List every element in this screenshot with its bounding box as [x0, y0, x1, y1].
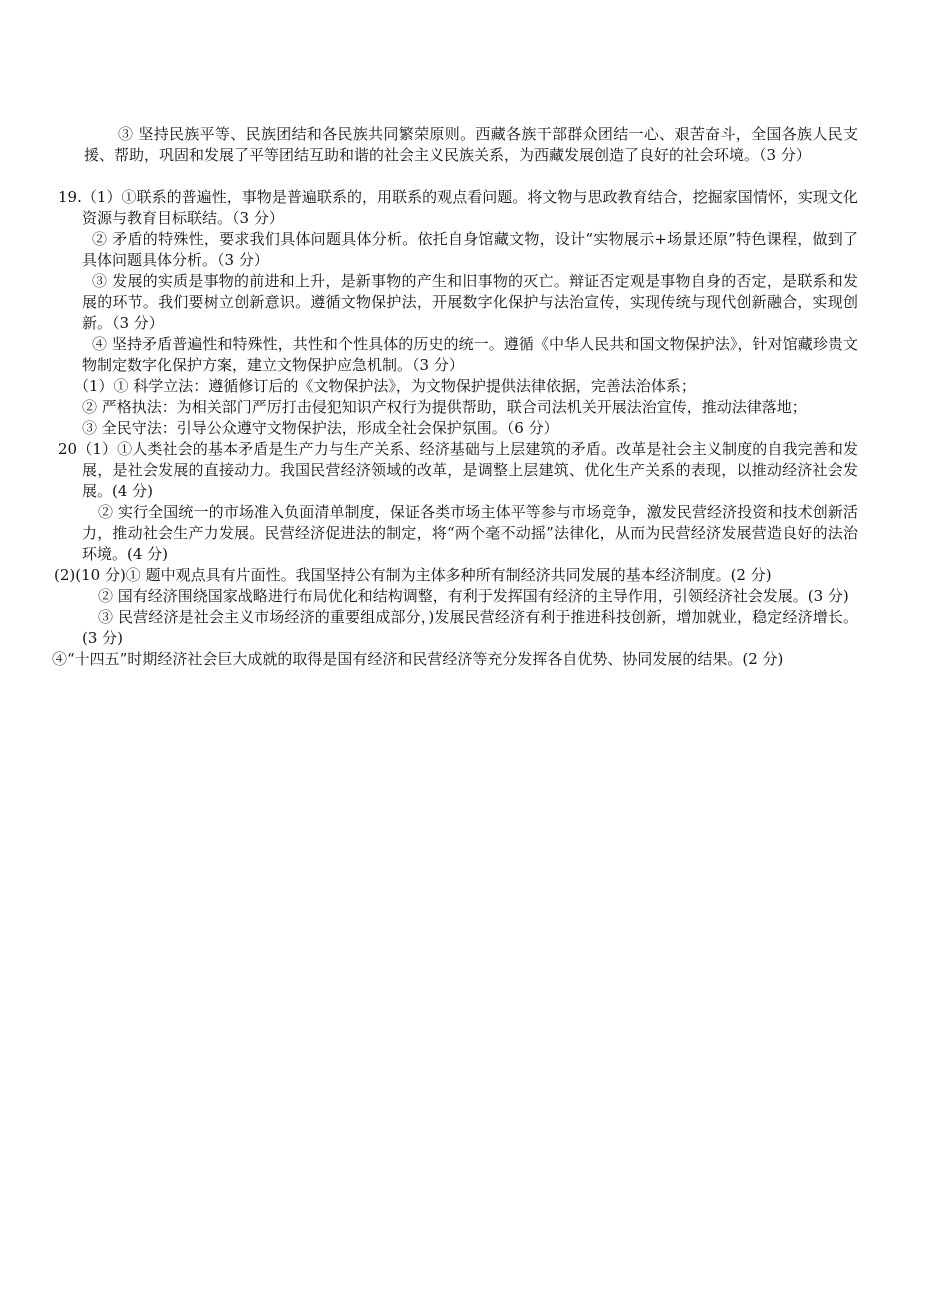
paragraph-20-2-point-3: ③ 民营经济是社会主义市场经济的重要组成部分，)发展民营经济有利于推进科技创新，增加就业，稳定经济增长。(3 分) [82, 608, 858, 647]
paragraph-20-2-point-1: (2)(10 分)① 题中观点具有片面性。我国坚持公有制为主体多种所有制经济共同发展的基本经济制度。(2 分) [54, 566, 772, 584]
paragraph-20-2-point-4: ④“十四五”时期经济社会巨大成就的取得是国有经济和民营经济等充分发挥各自优势、协同发展的结果。(2 分) [52, 650, 784, 668]
paragraph-20-2-point-2: ② 国有经济围绕国家战略进行布局优化和结构调整，有利于发挥国有经济的主导作用，引领经济社会发展。(3 分) [98, 587, 849, 605]
answer-text-body [52, 124, 858, 670]
paragraph-20-1-point-2: ② 实行全国统一的市场准入负面清单制度，保证各类市场主体平等参与市场竞争，激发民营经济投资和技术创新活力，推动社会生产力发展。民营经济促进法的制定，将“两个毫不动摇”法律化，从而为民营经济发展营造良好的法治环境。(4 分) [82, 503, 858, 563]
paragraph-gap [58, 166, 858, 187]
paragraph-19-1-point-3: ③ 发展的实质是事物的前进和上升，是新事物的产生和旧事物的灭亡。辩证否定观是事物自身的否定，是联系和发展的环节。我们要树立创新意识。遵循文物保护法，开展数字化保护与法治宣传，实现传统与现代创新融合，实现创新。（3 分） [82, 272, 858, 332]
paragraph-19-1-point-1: 19.（1）①联系的普遍性，事物是普遍联系的，用联系的观点看问题。将文物与思政教育结合，挖掘家国情怀，实现文化资源与教育目标联结。（3 分） [58, 188, 858, 227]
paragraph-20-1-point-1: 20（1）①人类社会的基本矛盾是生产力与生产关系、经济基础与上层建筑的矛盾。改革是社会主义制度的自我完善和发展，是社会发展的直接动力。我国民营经济领域的改革，是调整上层建筑、优化生产关系的表现，以推动经济社会发展。(4 分) [58, 440, 858, 500]
paragraph-18-point-3: ③ 坚持民族平等、民族团结和各民族共同繁荣原则。西藏各族干部群众团结一心、艰苦奋斗，全国各族人民支援、帮助，巩固和发展了平等团结互助和谐的社会主义民族关系，为西藏发展创造了良好的社会环境。（3 分） [84, 125, 858, 164]
paragraph-19-1-point-4: ④ 坚持矛盾普遍性和特殊性，共性和个性具体的历史的统一。遵循《中华人民共和国文物保护法》，针对馆藏珍贵文物制定数字化保护方案，建立文物保护应急机制。（3 分） [82, 335, 858, 374]
paragraph-19-2-point-3: ③ 全民守法：引导公众遵守文物保护法，形成全社会保护氛围。（6 分） [82, 419, 559, 437]
paragraph-19-1-point-2: ② 矛盾的特殊性，要求我们具体问题具体分析。依托自身馆藏文物，设计“实物展示+场景还原”特色课程，做到了具体问题具体分析。（3 分） [82, 230, 858, 269]
paragraph-19-2-point-2: ② 严格执法：为相关部门严厉打击侵犯知识产权行为提供帮助，联合司法机关开展法治宣传，推动法律落地； [82, 398, 807, 416]
paragraph-19-2-point-1: （1）① 科学立法：遵循修订后的《文物保护法》，为文物保护提供法律依据，完善法治体系； [74, 377, 696, 395]
